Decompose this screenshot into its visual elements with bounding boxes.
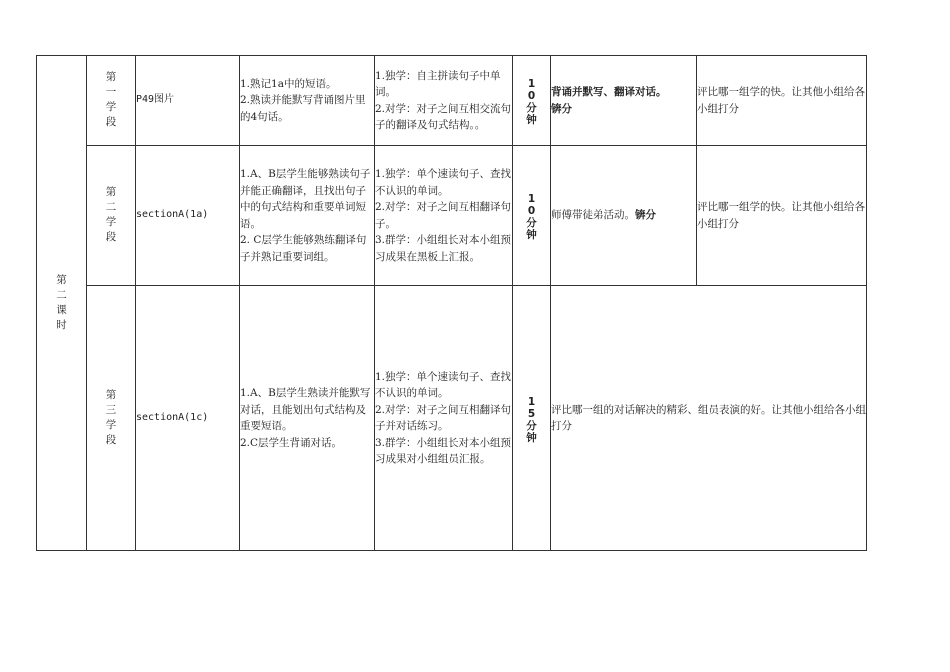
goal-line: 1.熟记1a中的短语。 (240, 77, 337, 90)
stage-time-cell (513, 146, 551, 286)
stage-goals-cell (240, 56, 375, 146)
lesson-plan-table (36, 55, 867, 551)
stage-evaluation: 评比哪一组学的快。让其他小组给各小组打分 (697, 146, 867, 286)
stage-activity-cell (551, 146, 697, 286)
method-line: 2.对学：对子之间互相翻译句子。 (375, 201, 512, 230)
goal-line: 2.C层学生背诵对话。 (240, 436, 343, 449)
method-line: 1.独学：单个速读句子、查找不认识的单词。 (375, 370, 512, 399)
stage-activity-cell (551, 56, 697, 146)
method-line: 1.独学：单个速读句子、查找不认识的单词。 (375, 168, 512, 197)
method-line: 3.群学：小组组长对本小组预习成果对小组组员汇报。 (375, 436, 512, 465)
stage-time-cell (513, 286, 551, 551)
goal-line: 1.A、B层学生熟读并能默写对话，且能划出句式结构及重要短语。 (240, 387, 371, 432)
stage-goals-cell (240, 146, 375, 286)
stage-name-cell (87, 286, 136, 551)
goal-line: 1.A、B层学生能够熟读句子并能正确翻译，且找出句子中的句式结构和重要单词短语。 (240, 168, 371, 230)
method-line: 3.群学：小组组长对本小组预习成果在黑板上汇报。 (375, 234, 512, 263)
activity-score: 锛分 (551, 102, 572, 115)
method-line: 2.对学：对子之间互相交流句子的翻译及句式结构。。 (375, 102, 512, 131)
table-row (37, 56, 867, 146)
lesson-label: 第二课时 (56, 273, 67, 331)
stage-time-cell (513, 56, 551, 146)
goal-line: 2.熟读并能默写背诵图片里的4句话。 (240, 94, 366, 123)
stage-resource: sectionA(1c) (136, 286, 240, 551)
stage-time: 10分钟 (526, 78, 537, 127)
stage-name-cell (87, 146, 136, 286)
stage-resource: sectionA(1a) (136, 146, 240, 286)
stage-name: 第一学段 (105, 71, 117, 129)
stage-evaluation: 评比哪一组学的快。让其他小组给各小组打分 (697, 56, 867, 146)
stage-name: 第三学段 (105, 388, 117, 446)
goal-line: 2. C层学生能够熟练翻译句子并熟记重要词组。 (240, 234, 367, 263)
stage-time: 15分钟 (526, 395, 537, 444)
table-row (37, 286, 867, 551)
stage-methods-cell (375, 146, 513, 286)
activity-score: 锛分 (635, 209, 656, 222)
method-line: 2.对学：对子之间互相翻译句子并对话练习。 (375, 403, 512, 432)
stage-name-cell (87, 56, 136, 146)
method-line: 1.独学：自主拼读句子中单词。 (375, 69, 501, 98)
stage-methods-cell (375, 286, 513, 551)
stage-name: 第二学段 (105, 186, 117, 244)
activity-text: 师傅带徒弟活动。 (551, 209, 635, 222)
activity-text: 背诵并默写、翻译对话。 (551, 86, 667, 98)
stage-methods-cell (375, 56, 513, 146)
lesson-label-cell (37, 56, 87, 551)
stage-goals-cell (240, 286, 375, 551)
stage-evaluation: 评比哪一组的对话解决的精彩、组员表演的好。让其他小组给各小组打分 (551, 286, 867, 551)
stage-resource: P49图片 (136, 56, 240, 146)
stage-time: 10分钟 (526, 193, 537, 242)
table-row (37, 146, 867, 286)
